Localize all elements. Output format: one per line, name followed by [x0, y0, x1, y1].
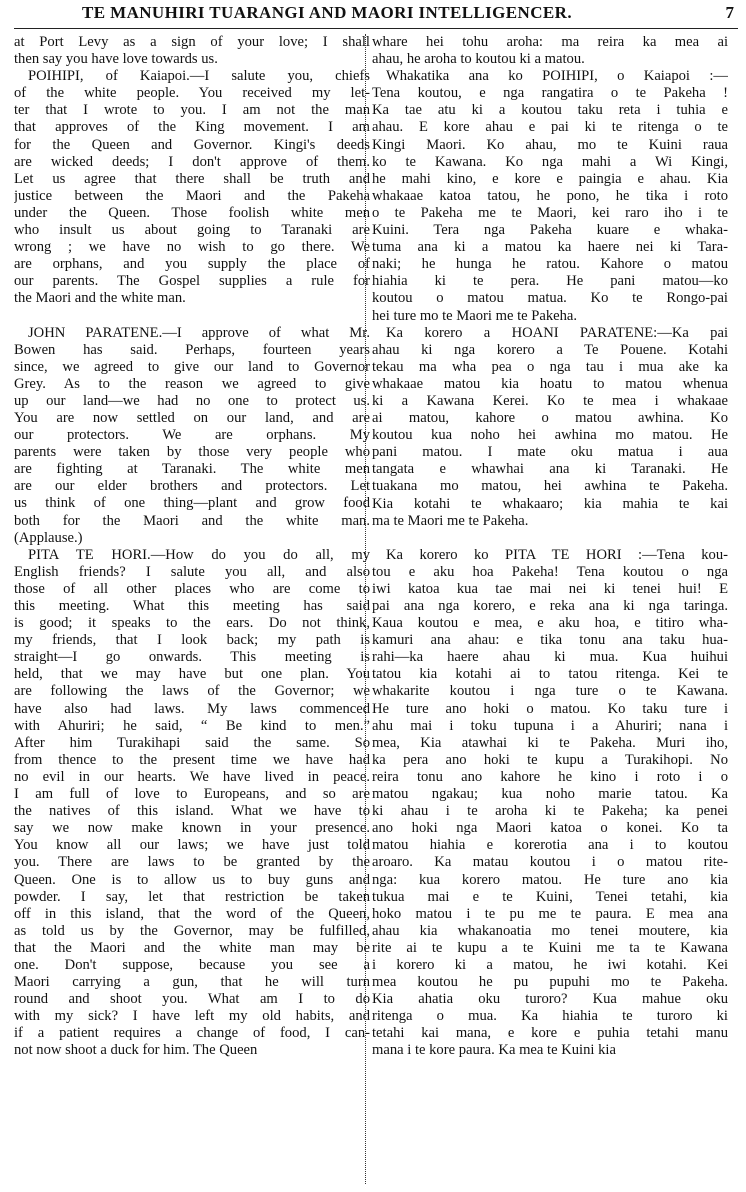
text-line: Bowen has said. Perhaps, fourteen years — [14, 341, 370, 358]
text-line: You know all our laws; we have just told — [14, 837, 370, 854]
text-line: pani matou. I mate oku matua i aua — [372, 444, 728, 461]
text-line: the Maori and the white man. — [14, 290, 186, 307]
text-line: with Ahuriri; he said, “ Be kind to men.” — [14, 717, 370, 734]
text-line: up our land—we had no one to protect us. — [14, 392, 370, 409]
text-line: parents were taken by those very people who — [14, 444, 370, 461]
text-line: you. There are laws to be granted by the — [14, 854, 370, 871]
text-line: Grey. As to the reason we agreed to give — [14, 375, 370, 392]
text-line: Kia ahatia oku turoro? Kua mahue oku — [372, 991, 728, 1008]
paragraph — [372, 547, 728, 1060]
text-line: ter that I wrote to you. I am not the man — [14, 102, 370, 119]
text-line: one. Don't suppose, because you see a — [14, 956, 370, 973]
text-line: kamuri ana ahau: e tika tonu ana taku hua- — [372, 632, 728, 649]
text-line: Kingi Maori. Ko ahau, mo te Kuini raua — [372, 136, 728, 153]
text-line: who insult us about going to Taranaki are — [14, 222, 370, 239]
text-line: iwi katoa kua tae mai nei ki tenei hui! E — [372, 580, 728, 597]
text-line: tangata e whawhai ana ki Taranaki. He — [372, 461, 728, 478]
text-line: is good; it speaks to the ears. Do not think, — [14, 615, 370, 632]
text-line: us think of one thing—plant and grow food — [14, 495, 370, 512]
text-line: (Applause.) — [14, 529, 83, 546]
text-line: if a patient requires a change of food, I can- — [14, 1025, 370, 1042]
text-line: naki; he hunga he ratou. Kahore o matou — [372, 256, 728, 273]
text-line: ki a Kawana Kerei. Ko te mea i whakaae — [372, 392, 728, 409]
text-line: that approves of the King movement. I am — [14, 119, 370, 136]
text-line: Let us agree that there shall be truth and — [14, 170, 370, 187]
text-line: After him Turakihapi said the same. So — [14, 734, 370, 751]
text-line: Queen. One is to allow us to buy guns and — [14, 871, 370, 888]
text-line: that the Maori and the white man may be — [14, 939, 370, 956]
text-line: tuma ana ki a matou ka haere nei ki Tara- — [372, 239, 728, 256]
text-line: are following the laws of the Governor; we — [14, 683, 370, 700]
text-line: POIHIPI, of Kaiapoi.—I salute you, chiefs — [28, 68, 370, 85]
text-line: reira tonu ano kahore he kino i roto i o — [372, 768, 728, 785]
paragraph — [14, 34, 370, 68]
page-header — [14, 0, 738, 29]
text-line: mana i te kore paura. Ka mea te Kuini kia — [372, 1042, 616, 1059]
text-line: tetahi kai mana, e kore e puhia tetahi manu — [372, 1025, 728, 1042]
text-line: have also had laws. My laws commenced — [14, 700, 370, 717]
text-line: ahau. E kore ahau e pai ki te ritenga o te — [372, 119, 728, 136]
text-line: those of all other places who are come to — [14, 580, 370, 597]
text-line: You are now settled on our land, and are — [14, 409, 370, 426]
text-line: straight—I go onwards. This meeting is — [14, 649, 370, 666]
text-line: then say you have love towards us. — [14, 51, 218, 68]
text-line: Ka korero a HOANI PARATENE:—Ka pai — [386, 324, 728, 341]
text-line: ai matou, kahore o matou awhina. Ko — [372, 410, 728, 427]
text-line: tou e aku hoa Pakeha! Tena koutou o nga — [372, 563, 728, 580]
text-line: nga: kua korero matou. He ture ano kia — [372, 871, 728, 888]
text-line: whakaae katoa tatou, he pono, he tika i roto — [372, 187, 728, 204]
paragraph — [372, 325, 728, 530]
text-line: ano hoki nga Maori katoa o konei. Ko ta — [372, 820, 728, 837]
text-line: Maori carrying a gun, that he will turn — [14, 974, 370, 991]
text-line: ko te Kawana. Ko nga mahi a Wi Kingi, — [372, 153, 728, 170]
text-line: from thence to the present time we have had — [14, 751, 370, 768]
text-line: the natives of this island. What we have to — [14, 803, 370, 820]
text-line: he mahi kino, e kore e paingia e ahau. Kia — [372, 170, 728, 187]
paragraph — [14, 68, 370, 307]
text-line: held, that we may have but one plan. You — [14, 666, 370, 683]
column-divider — [365, 34, 366, 1184]
text-line: ahau kia whakanoatia mo tenei moutere, kia — [372, 922, 728, 939]
text-line: ahu mai i toku tupuna i a Ahuriri; nana i — [372, 717, 728, 734]
text-line: as told us by the Governor, may be fulfilled, — [14, 922, 370, 939]
text-line: rite ai te kupu a te Kuini me ta te Kawana — [372, 939, 728, 956]
text-line: both for the Maori and the white man. — [14, 512, 370, 529]
text-line: He ture ano hoki o matou. Ko taku ture i — [372, 700, 728, 717]
text-line: ahau, he aroha to koutou ki a matou. — [372, 51, 585, 68]
text-line: Ka korero ko PITA TE HORI :—Tena kou- — [386, 546, 728, 563]
text-line: Whakatika ana ko POIHIPI, o Kaiapoi :— — [386, 68, 728, 85]
left-column-english — [14, 34, 370, 1190]
text-line: ki ahau i te aroha ki te Pakeha; ka penei — [372, 803, 728, 820]
text-line: of the white people. You received my let- — [14, 85, 370, 102]
text-line: I am full of love to Europeans, and so are — [14, 786, 370, 803]
paragraph — [372, 68, 728, 324]
text-line: tukua mai e te Kuini, Tenei tetahi, kia — [372, 888, 728, 905]
right-column-maori — [372, 34, 728, 1190]
text-line: say we now make known in your presence. — [14, 820, 370, 837]
text-line: no evil in our hearts. We have lived in peace. — [14, 768, 370, 785]
page-number: 7 — [725, 3, 734, 22]
text-line: round and shoot you. What am I to do — [14, 991, 370, 1008]
text-line: koutou kua noho hei awhina mo matou. He — [372, 427, 728, 444]
text-line: Kaua koutou e mea, e aku hoa, e titiro wha- — [372, 615, 728, 632]
text-line: my friends, that I look back; my path is — [14, 632, 370, 649]
text-line: matou ngakau; kua noho marie tatou. Ka — [372, 786, 728, 803]
text-line: Kuini. Tera nga Pakeha kuare e whaka- — [372, 222, 728, 239]
text-line: tekau ma wha pea o nga tau i mua ake ka — [372, 358, 728, 375]
text-line: hei ture mo te Maori me te Pakeha. — [372, 307, 578, 324]
text-line: rahi—ka haere ahau ki mua. Kua huihui — [372, 649, 728, 666]
text-line: for the Queen and Governor. Kingi's deeds — [14, 136, 370, 153]
text-line: hiahia ki te pera. He pani matou—ko — [372, 273, 728, 290]
text-line: English friends? I salute you all, and also — [14, 563, 370, 580]
paragraph — [14, 547, 370, 1060]
text-line: tatou kia kotahi ai to tatou ritenga. Kei te — [372, 666, 728, 683]
text-line: ka pera ano hoki te kupu a Turakihopi. No — [372, 751, 728, 768]
text-line: ritenga o mua. Ka hiahia te turoro ki — [372, 1008, 728, 1025]
newspaper-title: TE MANUHIRI TUARANGI AND MAORI INTELLIGENCER. — [82, 3, 572, 22]
text-line: wrong ; we have no wish to go there. We — [14, 239, 370, 256]
text-line: ahau ki nga korero a Te Pouene. Kotahi — [372, 341, 728, 358]
paragraph — [372, 34, 728, 68]
text-line: tuakana mo matou, hei awhina te Pakeha. — [372, 478, 728, 495]
text-line: under the Queen. Those foolish white men — [14, 204, 370, 221]
text-line: JOHN PARATENE.—I approve of what Mr. — [28, 324, 370, 341]
text-line: are fighting at Taranaki. The white men — [14, 461, 370, 478]
text-line: justice between the Maori and the Pakeha — [14, 187, 370, 204]
text-line: PITA TE HORI.—How do you do all, my — [28, 546, 370, 563]
paragraph — [14, 325, 370, 547]
text-line: our protectors. We are orphans. My — [14, 427, 370, 444]
text-line: are orphans, and you supply the place of — [14, 256, 370, 273]
text-line: are our elder brothers and protectors. Let — [14, 478, 370, 495]
text-line: this meeting. What this meeting has said — [14, 598, 370, 614]
text-line: not now shoot a duck for him. The Queen — [14, 1042, 258, 1059]
text-line: aroaro. Ka matau koutou i o matou rite- — [372, 854, 728, 871]
text-line: since, we agreed to give our land to Governor — [14, 358, 370, 375]
text-line: our parents. The Gospel supplies a rule for — [14, 273, 370, 290]
text-line: matou hiahia e korerotia ana i to koutou — [372, 837, 728, 854]
text-line: Tena koutou, e nga rangatira o te Pakeha ! — [372, 85, 728, 102]
text-line: i korero ki a matou, he iwi kotahi. Kei — [372, 956, 728, 973]
text-line: hoko matou i te pu me te paura. E mea ana — [372, 905, 728, 922]
text-line: are wicked deeds; I don't approve of them. — [14, 153, 370, 170]
text-line: o te Pakeha me te Maori, kei raro iho i te — [372, 204, 728, 221]
text-line: pai ana nga korero, e reka ana ki nga taringa. — [372, 598, 728, 614]
text-line: off in this island, that the word of the Queen, — [14, 905, 370, 922]
paragraph-gap — [372, 530, 728, 547]
text-line: Kia kotahi te whakaaro; kia mahia te kai — [372, 495, 728, 512]
paragraph-gap — [14, 308, 370, 325]
text-line: whakaae matou kia hoatu to matou whenua — [372, 375, 728, 392]
text-line: mea, Kia atawhai ki te Pakeha. Muri iho, — [372, 734, 728, 751]
text-line: koutou o matou matua. Ko te Rongo-pai — [372, 290, 728, 307]
text-line: powder. I say, let that restriction be taken — [14, 888, 370, 905]
text-line: at Port Levy as a sign of your love; I shall — [14, 34, 370, 50]
text-line: whakarite koutou i nga ture o te Kawana. — [372, 683, 728, 700]
text-line: mea koutou he pu pupuhi mo te Pakeha. — [372, 974, 728, 991]
text-line: with my sick? I have left my old habits, and — [14, 1008, 370, 1025]
text-line: ma te Maori me te Pakeha. — [372, 512, 529, 529]
text-line: whare hei tohu aroha: ma reira ka mea ai — [372, 34, 728, 50]
text-line: Ka tae atu ki a koutou taku reta i tuhia e — [372, 102, 728, 119]
